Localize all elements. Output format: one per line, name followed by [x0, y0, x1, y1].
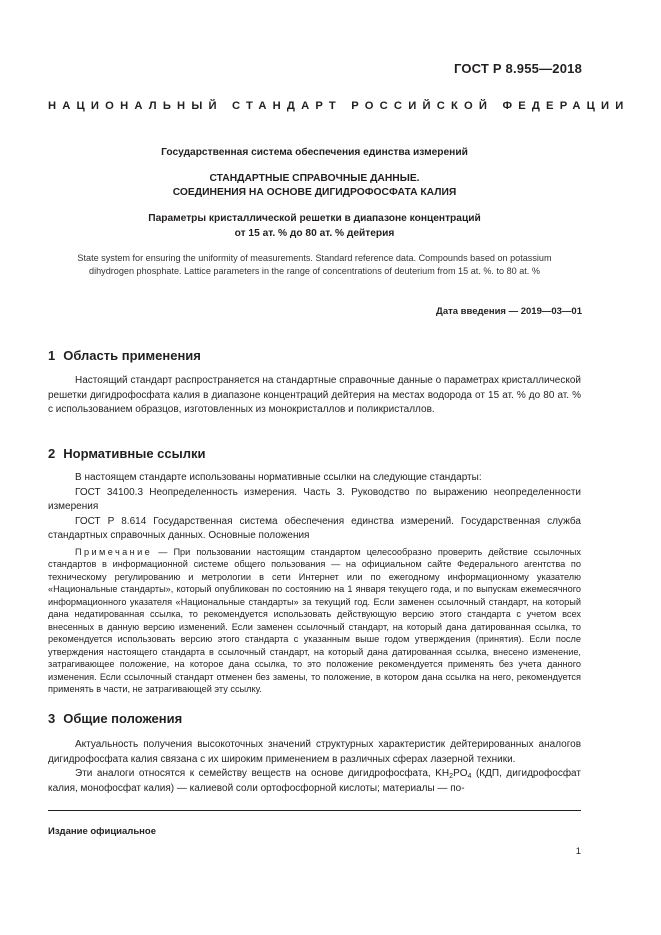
section-1-body: [48, 374, 581, 418]
section-2-intro: В настоящем стандарте использованы нормативные ссылки на следующие стандарты:: [75, 472, 482, 483]
reference-gost-34100-3: ГОСТ 34100.3 Неопределенность измерения. Часть 3. Руководство по выражению неопределенности измерения: [48, 486, 581, 512]
document-title: [48, 172, 581, 200]
section-2-number: 2: [48, 446, 56, 461]
official-edition-label: Издание официальное: [48, 826, 156, 837]
page-number: 1: [575, 846, 581, 857]
document-title-line-2: СОЕДИНЕНИЯ НА ОСНОВЕ ДИГИДРОФОСФАТА КАЛИЯ: [172, 187, 457, 198]
note-text: — При пользовании настоящим стандартом целесообразно проверить действие ссылочных стандартов в информационной системе общего пользования — на официальном сайте Федерального агентства по техническому регулированию и метрологии в сети Интернет или по ежегодному информационному указателю «Национальные стандарты», который опубликован по состоянию на 1 января текущего года, и по выпускам ежемесячного информационного указателя «Национальные стандарты» за текущий год. Если заменен ссылочный стандарт, на который дана недатированная ссылка, то рекомендуется использовать действующую версию этого стандарта с учетом всех внесенных в данную версию изменений. Если заменен ссылочный стандарт, на который дана датированная ссылка, то рекомендуется использовать версию этого стандарта с указанным выше годом утверждения (принятия). Если после утверждения настоящего стандарта в ссылочный стандарт, на который дана датированная ссылка, внесено изменение, затрагивающее положение, на которое дана ссылка, то это положение рекомендуется применять без учета данного изменения. Если ссылочный стандарт отменен без замены, то положение, в котором дана ссылка на него, рекомендуется применять в части, не затрагивающей эту ссылку.: [48, 546, 581, 694]
reference-gost-r-8-614: ГОСТ Р 8.614 Государственная система обеспечения единства измерений. Государственная служба стандартных справочных данных. Основные положения: [48, 515, 581, 541]
section-3-paragraph-2: Эти аналоги относятся к семейству веществ на основе дигидрофосфата, $KH_2PO_4$ (КДП, дигидрофосфат калия, монофосфат калия) — калиевой соли ортофосфорной кислоты; материалы — по-: [48, 768, 581, 794]
section-1-number: 1: [48, 348, 56, 363]
document-subtitle: [48, 211, 581, 241]
section-2-body: [48, 471, 581, 696]
english-title-line-2: dihydrogen phosphate. Lattice parameters in the range of concentrations of deuterium from 15 at. %. to 80 at. %: [89, 265, 540, 276]
english-title-line-1: State system for ensuring the uniformity of measurements. Standard reference data. Compounds based on potassium: [77, 253, 552, 263]
english-title: [48, 252, 581, 277]
section-1-title: Область применения: [63, 348, 201, 363]
section-2-title: Нормативные ссылки: [63, 446, 206, 461]
document-title-line-1: СТАНДАРТНЫЕ СПРАВОЧНЫЕ ДАННЫЕ.: [209, 173, 420, 184]
section-1-heading: [48, 348, 581, 363]
system-title: Государственная система обеспечения единства измерений: [161, 147, 468, 158]
section-3-number: 3: [48, 711, 56, 726]
national-standard-title: НАЦИОНАЛЬНЫЙ СТАНДАРТ РОССИЙСКОЙ ФЕДЕРАЦИИ: [48, 100, 630, 112]
references-note: [48, 546, 581, 696]
document-subtitle-line-1: Параметры кристаллической решетки в диапазоне концентраций: [148, 213, 481, 224]
section-1-paragraph: Настоящий стандарт распространяется на стандартные справочные данные о параметрах кристаллической решетки дигидрофосфата калия в диапазоне концентраций дейтерия на местах водорода от 15 ат. % до 80 ат. % с использованием образцов, изготовленных из монокристаллов и поликристаллов.: [48, 375, 581, 415]
footer-divider: [48, 810, 581, 811]
standard-code: ГОСТ Р 8.955—2018: [453, 61, 582, 76]
section-3-body: [48, 738, 581, 796]
section-3-paragraph-1: Актуальность получения высокоточных значений структурных характеристик дейтерированных аналогов дигидрофосфата калия связана с их широким применением в различных сферах лазерной техники.: [48, 739, 581, 765]
note-label: Примечание: [75, 546, 153, 557]
section-2-heading: [48, 446, 581, 461]
section-3-heading: [48, 711, 581, 726]
section-3-title: Общие положения: [63, 711, 183, 726]
document-subtitle-line-2: от 15 ат. % до 80 ат. % дейтерия: [234, 228, 395, 239]
introduction-date: Дата введения — 2019—03—01: [436, 306, 582, 317]
